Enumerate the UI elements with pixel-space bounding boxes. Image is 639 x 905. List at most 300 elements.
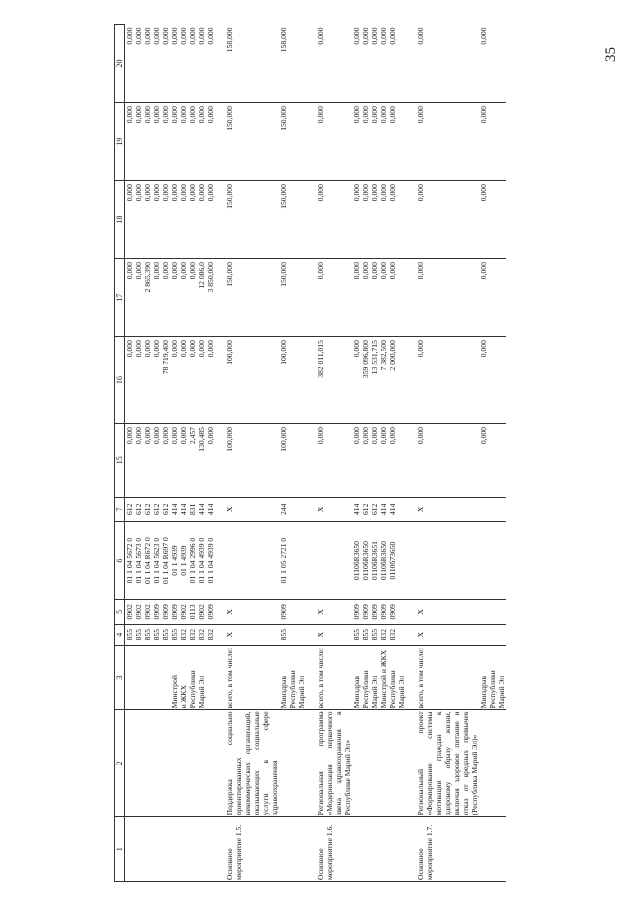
table-cell: 0,000 [206, 424, 215, 498]
table-cell: 0,000 [188, 103, 197, 181]
table-row [316, 25, 352, 882]
table-cell: 0909 [352, 600, 361, 625]
table-cell: 0,000 [152, 103, 161, 181]
table-cell [125, 817, 135, 882]
table-cell [388, 817, 406, 882]
table-cell: 855 [143, 624, 152, 645]
table-cell: 0,000 [479, 259, 506, 337]
table-cell: 01 1 04 R672 0 [143, 522, 152, 600]
table-cell: 0,000 [370, 259, 379, 337]
table-cell: 0,000 [170, 103, 179, 181]
table-cell: 855 [152, 624, 161, 645]
table-cell: 0909 [388, 600, 406, 625]
table-cell: 0,000 [188, 25, 197, 103]
table-cell [479, 817, 506, 882]
table-cell [479, 497, 506, 522]
table-cell: 0902 [134, 600, 143, 625]
table-cell: 0,000 [379, 259, 388, 337]
table-cell [152, 710, 161, 817]
table-cell: Региональный проект «Формирование системы мотивации граждан к здоровому образу жизни, включая здоровое питание и отказ от вредных привычек (Республика Марий Эл)» [416, 711, 479, 816]
table-row [225, 25, 279, 882]
table-cell: 0,000 [361, 259, 370, 337]
table-cell: 0,000 [143, 25, 152, 103]
table-row [143, 25, 152, 882]
table-cell: 0,000 [370, 25, 379, 103]
table-cell [479, 600, 506, 625]
table-cell: 0,000 [479, 103, 506, 181]
table-cell: Марий Эл [370, 645, 379, 710]
table-row [206, 25, 215, 882]
table-cell: 0,000 [316, 25, 352, 103]
table-cell: 0,000 [161, 259, 170, 337]
table-cell: Основное мероприятие 1.7. [416, 817, 479, 882]
table-cell: 0,000 [388, 181, 406, 259]
table-row [125, 25, 135, 882]
table-cell: 0,000 [134, 103, 143, 181]
table-cell: 0,000 [179, 259, 188, 337]
page-number: 35 [603, 47, 619, 62]
table-row [161, 25, 170, 882]
table-cell: 0110бR3651 [370, 522, 379, 600]
table-cell: 832 [206, 624, 215, 645]
table-cell: 0110бR3650 [379, 522, 388, 600]
table-cell: 0,000 [188, 181, 197, 259]
table-cell: 0,000 [379, 25, 388, 103]
spacer-row [306, 25, 316, 882]
table-cell: 0,000 [134, 337, 143, 424]
table-cell: 0,000 [416, 103, 479, 181]
table-cell: 0,000 [352, 259, 361, 337]
spacer-row [215, 25, 225, 882]
table-cell [125, 710, 135, 817]
table-row [152, 25, 161, 882]
table-cell: Х [416, 600, 479, 625]
table-cell: 0,000 [152, 424, 161, 498]
table-cell: 150,000 [279, 259, 306, 337]
table-cell [379, 817, 388, 882]
table-cell: 832 [188, 624, 197, 645]
table-cell: 0,000 [152, 259, 161, 337]
table-cell [316, 522, 352, 600]
table-cell [179, 710, 188, 817]
table-cell [143, 710, 152, 817]
table-cell [361, 710, 370, 817]
table-cell: Минстрой и ЖКХ [379, 645, 388, 710]
table-cell: 0,000 [179, 424, 188, 498]
table-cell: 13 531,715 [370, 337, 379, 424]
table-cell: 414 [379, 497, 388, 522]
table-cell: 0,000 [206, 181, 215, 259]
table-cell: 0,000 [416, 259, 479, 337]
table-cell: 0,000 [179, 25, 188, 103]
table-cell: 0,000 [179, 337, 188, 424]
table-cell [206, 645, 215, 710]
table-row [352, 25, 361, 882]
table-cell: 855 [125, 624, 135, 645]
table-cell: 0,000 [379, 181, 388, 259]
table-cell: Минздрав Республики Марий Эл [279, 645, 306, 710]
table-cell: 0902 [143, 600, 152, 625]
table-cell [479, 522, 506, 600]
table-cell: 0,000 [197, 25, 206, 103]
table-cell: 0,000 [352, 25, 361, 103]
table-cell: 832 [179, 624, 188, 645]
table-cell: 0902 [197, 600, 206, 625]
table-cell: Х [316, 497, 352, 522]
table-cell: 0,000 [361, 181, 370, 259]
table-cell: 0,000 [479, 181, 506, 259]
table-cell: 612 [152, 497, 161, 522]
table-cell [279, 817, 306, 882]
table-cell: 0,000 [206, 337, 215, 424]
table-cell: Республики [188, 645, 197, 710]
table-cell: 0,000 [134, 181, 143, 259]
table-cell: всего, в том числе: [416, 645, 479, 710]
table-cell: 0909 [370, 600, 379, 625]
table-cell: 0,000 [179, 103, 188, 181]
table-cell: 01 1 04 5673 0 [134, 522, 143, 600]
table-cell: 0,000 [197, 103, 206, 181]
table-cell: 414 [179, 497, 188, 522]
table-row [479, 25, 506, 882]
table-cell: 0,000 [152, 181, 161, 259]
table-cell: 244 [279, 497, 306, 522]
table-cell: 01 1 4939 [179, 522, 188, 600]
table-cell [225, 522, 279, 600]
table-cell: 414 [352, 497, 361, 522]
table-cell: 612 [125, 497, 135, 522]
table-cell: 150,000 [225, 181, 279, 259]
table-cell: 0,000 [161, 424, 170, 498]
table-cell: 855 [361, 624, 370, 645]
table-cell [161, 645, 170, 710]
table-cell: 12 086,0 [197, 259, 206, 337]
table-cell: 2,457 [188, 424, 197, 498]
table-cell: 0,000 [134, 424, 143, 498]
table-cell: 0,000 [352, 337, 361, 424]
table-cell: 3 850,000 [206, 259, 215, 337]
table-cell: 0909 [206, 600, 215, 625]
column-header: 5 [115, 600, 125, 625]
table-cell: 0,000 [370, 424, 379, 498]
table-body [125, 25, 507, 882]
table-cell: 0,000 [388, 103, 406, 181]
column-header: 20 [115, 25, 125, 103]
table-cell: 832 [379, 624, 388, 645]
table-cell: 0902 [179, 600, 188, 625]
table-cell: 0902 [125, 600, 135, 625]
table-cell: 0909 [279, 600, 306, 625]
table-cell: 100,000 [225, 424, 279, 498]
table-cell [170, 710, 179, 817]
table-cell: 150,000 [279, 181, 306, 259]
table-cell: 0909 [152, 600, 161, 625]
table-cell: Х [225, 624, 279, 645]
table-cell: 0,000 [388, 424, 406, 498]
table-cell [479, 710, 506, 817]
table-cell: 0,000 [416, 25, 479, 103]
table-cell: Основное мероприятие 1.6. [316, 817, 352, 882]
table-cell: 0,000 [197, 337, 206, 424]
table-row [197, 25, 206, 882]
table-cell [479, 624, 506, 645]
table-cell: 0,000 [352, 424, 361, 498]
table-cell: 158,000 [279, 25, 306, 103]
table-cell: 0,000 [161, 103, 170, 181]
table-cell: 0909 [361, 600, 370, 625]
table-cell: 01 1 04 5672 0 [125, 522, 135, 600]
column-header: 7 [115, 497, 125, 522]
table-cell: Минздрав [352, 645, 361, 710]
table-row [416, 25, 479, 882]
table-cell: 414 [206, 497, 215, 522]
table-cell: 0,000 [152, 337, 161, 424]
table-cell: 0,000 [161, 25, 170, 103]
table-cell: Поддержка социально ориентированных некоммерческих организаций, оказывающих социальные услуги в сфере здравоохранения [225, 711, 279, 816]
table-cell: 414 [197, 497, 206, 522]
column-header: 17 [115, 259, 125, 337]
table-cell: 359 096,800 [361, 337, 370, 424]
table-cell: 0,000 [134, 25, 143, 103]
table-row [379, 25, 388, 882]
table-cell [379, 710, 388, 817]
table-cell [161, 817, 170, 882]
table-cell: Республики Марий Эл [388, 645, 406, 710]
table-cell: 0,000 [316, 103, 352, 181]
table-cell: Марий Эл [197, 645, 206, 710]
table-cell: 0,000 [125, 103, 135, 181]
table-cell: 0,000 [361, 103, 370, 181]
table-row [388, 25, 406, 882]
table-cell: 01 1 04 R697 0 [161, 522, 170, 600]
table-row [179, 25, 188, 882]
table-cell: 01 1 04 2996 0 [188, 522, 197, 600]
table-cell: 158,000 [225, 25, 279, 103]
column-header: 3 [115, 645, 125, 710]
table-cell: Основное мероприятие 1.5. [225, 817, 279, 882]
table-cell: 0,000 [316, 424, 352, 498]
table-cell: 414 [170, 497, 179, 522]
table-cell: 150,000 [225, 103, 279, 181]
table-cell: 0110б73650 [388, 522, 406, 600]
table-cell: Х [416, 624, 479, 645]
table-cell: 832 [197, 624, 206, 645]
table-cell: 100,000 [279, 424, 306, 498]
table-cell [188, 817, 197, 882]
table-cell: Х [416, 497, 479, 522]
table-cell: 855 [161, 624, 170, 645]
table-cell: 0,000 [316, 181, 352, 259]
table-cell: 612 [143, 497, 152, 522]
table-cell: 0,000 [125, 424, 135, 498]
table-cell: 0,000 [361, 424, 370, 498]
table-cell: 0,000 [170, 25, 179, 103]
table-cell: Минздрав Республики Марий Эл [479, 645, 506, 710]
table-cell: 100,000 [279, 337, 306, 424]
table-cell: 01 1 04 4939 0 [197, 522, 206, 600]
table-cell: 0,000 [416, 337, 479, 424]
table-cell: 0,000 [170, 259, 179, 337]
table-cell: и ЖКХ [179, 645, 188, 710]
table-cell: 0,000 [416, 424, 479, 498]
column-header-row [115, 25, 125, 882]
table-row [361, 25, 370, 882]
table-cell [143, 817, 152, 882]
table-cell: 78 719,400 [161, 337, 170, 424]
table-cell [170, 817, 179, 882]
table-cell [206, 710, 215, 817]
table-cell: 100,000 [225, 337, 279, 424]
table-cell: 130,485 [197, 424, 206, 498]
budget-table [114, 24, 506, 882]
table-cell: 0,000 [206, 25, 215, 103]
table-cell: 0,000 [170, 181, 179, 259]
table-cell [197, 817, 206, 882]
table-cell: 0,000 [188, 259, 197, 337]
table-cell: 01 1 05 2721 0 [279, 522, 306, 600]
table-cell: 0,000 [143, 337, 152, 424]
table-cell: 0,000 [143, 181, 152, 259]
column-header: 1 [115, 817, 125, 882]
table-cell: 855 [279, 624, 306, 645]
table-cell: 0110бR3650 [361, 522, 370, 600]
table-cell: 0,000 [143, 103, 152, 181]
table-cell: 855 [370, 624, 379, 645]
table-cell: Минстрой [170, 645, 179, 710]
table-cell: 0,000 [370, 103, 379, 181]
table-cell [370, 817, 379, 882]
table-cell: 0,000 [161, 181, 170, 259]
table-cell: всего, в том числе: [316, 645, 352, 710]
table-cell: 0,000 [125, 25, 135, 103]
table-cell [352, 710, 361, 817]
table-cell [416, 522, 479, 600]
table-cell: 0909 [379, 600, 388, 625]
table-row [188, 25, 197, 882]
table-cell [161, 710, 170, 817]
table-cell [134, 645, 143, 710]
table-row [370, 25, 379, 882]
table-cell: Х [316, 624, 352, 645]
table-cell: 0,000 [416, 181, 479, 259]
column-header: 2 [115, 710, 125, 817]
table-cell: 0,000 [125, 259, 135, 337]
table-cell: 0,000 [188, 337, 197, 424]
table-cell: 0,000 [379, 103, 388, 181]
table-cell [361, 817, 370, 882]
table-cell: 0,000 [388, 25, 406, 103]
column-header: 6 [115, 522, 125, 600]
table-cell [370, 710, 379, 817]
table-cell: 0,000 [379, 424, 388, 498]
table-cell: 0,000 [316, 259, 352, 337]
table-row [134, 25, 143, 882]
column-header: 16 [115, 337, 125, 424]
table-cell: 0,000 [352, 181, 361, 259]
table-cell [179, 817, 188, 882]
table-cell: 01 1 4939 [170, 522, 179, 600]
table-cell: 0,000 [179, 181, 188, 259]
table-cell: 0,000 [134, 259, 143, 337]
table-cell [197, 710, 206, 817]
table-cell [134, 817, 143, 882]
column-header: 4 [115, 624, 125, 645]
table-cell: 0,000 [361, 25, 370, 103]
table-cell: 01 1 04 5623 0 [152, 522, 161, 600]
table-cell: 2 000,000 [388, 337, 406, 424]
table-cell: 0,000 [479, 25, 506, 103]
table-cell: 831 [188, 497, 197, 522]
table-cell [352, 817, 361, 882]
table-cell: 0,000 [170, 424, 179, 498]
table-cell [206, 817, 215, 882]
table-cell: 0,000 [152, 25, 161, 103]
column-header: 18 [115, 181, 125, 259]
table-cell: Х [225, 600, 279, 625]
table-cell [279, 710, 306, 817]
table-cell [134, 710, 143, 817]
table-cell: 855 [170, 624, 179, 645]
table-cell: 414 [388, 497, 406, 522]
table-cell: 7 382,500 [379, 337, 388, 424]
table-cell: 0,000 [143, 424, 152, 498]
table-cell: 0,000 [125, 337, 135, 424]
table-cell: 855 [352, 624, 361, 645]
table-cell: 0909 [161, 600, 170, 625]
table-cell: всего, в том числе: [225, 645, 279, 710]
table-cell: Х [225, 497, 279, 522]
table-cell: 150,000 [279, 103, 306, 181]
table-cell: 0,000 [170, 337, 179, 424]
table-cell: 0909 [170, 600, 179, 625]
table-cell: 0,000 [479, 337, 506, 424]
spacer-row [406, 25, 416, 882]
table-cell: 0,000 [197, 181, 206, 259]
table-cell [388, 710, 406, 817]
column-header: 19 [115, 103, 125, 181]
table-cell [143, 645, 152, 710]
table-cell: 01 1 04 4939 0 [206, 522, 215, 600]
table-cell [152, 817, 161, 882]
table-cell: 0,000 [352, 103, 361, 181]
table-cell: 0110бR3650 [352, 522, 361, 600]
table-cell: 0113 [188, 600, 197, 625]
table-cell: 832 [388, 624, 406, 645]
table-row [279, 25, 306, 882]
table-cell: 0,000 [370, 181, 379, 259]
table-cell: 612 [361, 497, 370, 522]
table-row [170, 25, 179, 882]
column-header: 15 [115, 424, 125, 498]
table-cell [188, 710, 197, 817]
table-cell: 0,000 [206, 103, 215, 181]
table-cell: 0,000 [388, 259, 406, 337]
table-cell: 0,000 [479, 424, 506, 498]
table-cell: 0,000 [125, 181, 135, 259]
table-cell: 382 011,015 [316, 337, 352, 424]
table-cell: 612 [161, 497, 170, 522]
table-cell [125, 645, 135, 710]
rotated-table-wrapper [114, 24, 639, 882]
table-cell: 612 [370, 497, 379, 522]
table-cell: 612 [134, 497, 143, 522]
table-cell: Региональная программа «Модернизация первичного звена здравоохранения в Республике Марий Эл» [316, 711, 352, 816]
table-cell: 150,000 [225, 259, 279, 337]
table-cell: 2 865,390 [143, 259, 152, 337]
table-cell [152, 645, 161, 710]
table-cell: Республики [361, 645, 370, 710]
table-cell: Х [316, 600, 352, 625]
